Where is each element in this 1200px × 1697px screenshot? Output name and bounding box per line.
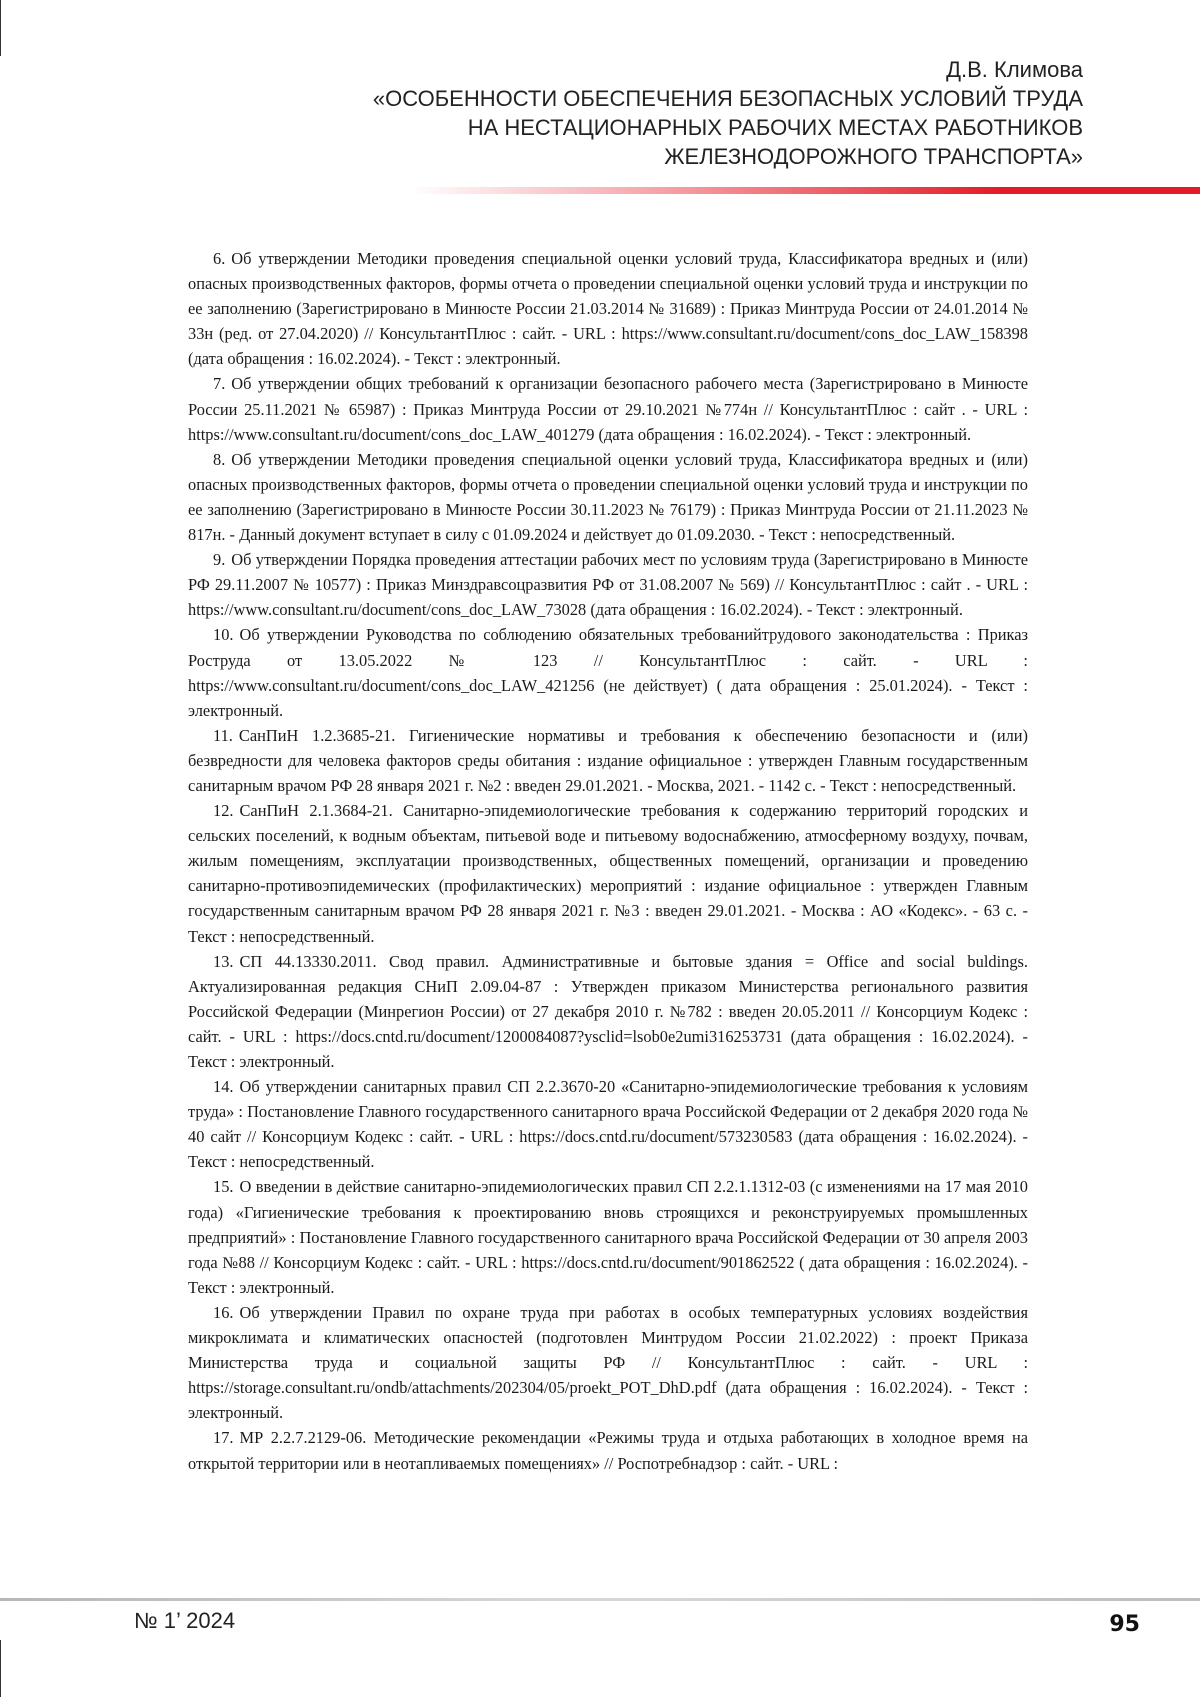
reference-item-9 bbox=[188, 547, 1028, 622]
reference-text: СП 44.13330.2011. Свод правил. Административные и бытовые здания = Office and social buldings. Актуализированная редакция СНиП 2.09.04-87 : Утвержден приказом Министерства регионального развития Российской Федерации (Минрегион России) от 27 декабря 2010 г. №782 : введен 20.05.2011 // Консорциум Кодекс : сайт. - URL : https://docs.cntd.ru/document/1200084087?ysclid=lsob0e2umi316253731 (дата обращения : 16.02.2024). - Текст : электронный. bbox=[188, 951, 1028, 1071]
reference-item-14 bbox=[188, 1074, 1028, 1174]
reference-item-12 bbox=[188, 798, 1028, 949]
reference-item-7 bbox=[188, 371, 1028, 446]
reference-text: Об утверждении Руководства по соблюдению обязательных требованийтрудового законодательства : Приказ Роструда от 13.05.2022 № 123 // КонсультантПлюс : сайт. - URL : https://www.consultant.ru/document/cons_doc_LAW_421256 (не действует) ( дата обращения : 25.01.2024). - Текст : электронный. bbox=[188, 625, 1028, 720]
crop-mark-bottom-left bbox=[0, 1640, 1, 1697]
reference-text: Об утверждении Методики проведения специальной оценки условий труда, Классификатора вредных и (или) опасных производственных факторов, формы отчета о проведении специальной оценки условий труда и инструкции по ее заполнению (Зарегистрировано в Минюсте России 30.11.2023 № 76179) : Приказ Минтруда России от 21.11.2023 № 817н. - Данный документ вступает в силу с 01.09.2024 и действует до 01.09.2030. - Текст : непосредственный. bbox=[188, 449, 1028, 545]
reference-item-8 bbox=[188, 447, 1028, 547]
page-number: 95 bbox=[1109, 1612, 1140, 1637]
header-author: Д.В. Климова bbox=[946, 57, 1083, 82]
reference-text: МР 2.2.7.2129-06. Методические рекомендации «Режимы труда и отдыха работающих в холодное время на открытой территории или в неотапливаемых помещениях» // Роспотребнадзор : сайт. - URL : bbox=[188, 1428, 1028, 1473]
reference-number: 13. bbox=[213, 951, 234, 971]
reference-item-6 bbox=[188, 246, 1028, 371]
reference-text: Об утверждении Методики проведения специальной оценки условий труда, Классификатора вредных и (или) опасных производственных факторов, формы отчета о проведении специальной оценки условий труда и инструкции по ее заполнению (Зарегистрировано в Минюсте России 21.03.2014 № 31689) : Приказ Минтруда России от 24.01.2014 № 33н (ред. от 27.04.2020) // КонсультантПлюс : сайт. - URL : https://www.consultant.ru/document/cons_doc_LAW_158398 (дата обращения : 16.02.2024). - Текст : электронный. bbox=[188, 249, 1028, 369]
reference-text: Об утверждении общих требований к организации безопасного рабочего места (Зарегистрировано в Минюсте России 25.11.2021 № 65987) : Приказ Минтруда России от 29.10.2021 №774н // КонсультантПлюс : сайт . - URL : https://www.consultant.ru/document/cons_doc_LAW_401279 (дата обращения : 16.02.2024). - Текст : электронный. bbox=[188, 374, 1028, 444]
reference-item-16 bbox=[188, 1300, 1028, 1425]
reference-number: 10. bbox=[213, 625, 234, 645]
reference-item-17 bbox=[188, 1425, 1028, 1475]
header-article-title: «ОСОБЕННОСТИ ОБЕСПЕЧЕНИЯ БЕЗОПАСНЫХ УСЛОВИЙ ТРУДА НА НЕСТАЦИОНАРНЫХ РАБОЧИХ МЕСТАХ РАБОТНИКОВ ЖЕЛЕЗНОДОРОЖНОГО ТРАНСПОРТА» bbox=[372, 86, 1083, 169]
reference-list bbox=[188, 246, 1028, 1476]
reference-text: Об утверждении Правил по охране труда при работах в особых температурных условиях воздействия микроклимата и климатических опасностей (подготовлен Минтрудом России 21.02.2022) : проект Приказа Министерства труда и социальной защиты РФ // КонсультантПлюс : сайт. - URL : https://storage.consultant.ru/ondb/attachments/202304/05/proekt_POT_DhD.pdf (дата обращения : 16.02.2024). - Текст : электронный. bbox=[188, 1302, 1028, 1423]
reference-text: О введении в действие санитарно-эпидемиологических правил СП 2.2.1.1312-03 (с изменениями на 17 мая 2010 года) «Гигиенические требования к проектированию вновь строящихся и реконструируемых промышленных предприятий» : Постановление Главного государственного санитарного врача Российской Федерации от 30 апреля 2003 года №88 // Консорциум Кодекс : сайт. - URL : https://docs.cntd.ru/document/901862522 ( дата обращения : 16.02.2024). - Текст : электронный. bbox=[188, 1177, 1028, 1297]
reference-number: 9. bbox=[213, 550, 226, 570]
reference-item-10 bbox=[188, 622, 1028, 722]
reference-item-15 bbox=[188, 1174, 1028, 1299]
reference-number: 12. bbox=[213, 801, 234, 821]
reference-number: 11. bbox=[213, 725, 233, 745]
running-header bbox=[323, 55, 1083, 171]
reference-number: 17. bbox=[213, 1428, 234, 1448]
reference-text: СанПиН 1.2.3685-21. Гигиенические нормативы и требования к обеспечению безопасности и (или) безвредности для человека факторов среды обитания : издание официальное : утвержден Главным государственным санитарным врачом РФ 28 января 2021 г. №2 : введен 29.01.2021. - Москва, 2021. - 1142 с. - Текст : непосредственный. bbox=[188, 725, 1028, 795]
reference-item-11 bbox=[188, 723, 1028, 798]
issue-number: № 1’ 2024 bbox=[134, 1608, 236, 1633]
reference-number: 16. bbox=[213, 1302, 234, 1322]
reference-item-13 bbox=[188, 949, 1028, 1074]
footer-rule bbox=[0, 1598, 1200, 1601]
crop-mark-top-left bbox=[0, 0, 1, 56]
reference-number: 6. bbox=[213, 249, 226, 268]
reference-number: 15. bbox=[213, 1177, 234, 1197]
reference-number: 14. bbox=[213, 1077, 234, 1097]
reference-text: Об утверждении Порядка проведения аттестации рабочих мест по условиям труда (Зарегистрировано в Минюсте РФ 29.11.2007 № 10577) : Приказ Минздравсоцразвития РФ от 31.08.2007 № 569) // КонсультантПлюс : сайт . - URL : https://www.consultant.ru/document/cons_doc_LAW_73028 (дата обращения : 16.02.2024). - Текст : электронный. bbox=[188, 550, 1028, 620]
reference-text: СанПиН 2.1.3684-21. Санитарно-эпидемиологические требования к содержанию территорий городских и сельских поселений, к водным объектам, питьевой воде и питьевому водоснабжению, атмосферному воздуху, почвам, жилым помещениям, эксплуатации производственных, общественных помещений, организации и проведению санитарно-противоэпидемических (профилактических) мероприятий : издание официальное : утвержден Главным государственным санитарным врачом РФ 28 января 2021 г. №3 : введен 29.01.2021. - Москва : АО «Кодекс». - 63 с. - Текст : непосредственный. bbox=[188, 801, 1028, 946]
header-accent-rule bbox=[410, 187, 1200, 194]
reference-number: 7. bbox=[213, 374, 226, 394]
reference-number: 8. bbox=[213, 449, 226, 469]
reference-text: Об утверждении санитарных правил СП 2.2.3670-20 «Санитарно-эпидемиологические требования к условиям труда» : Постановление Главного государственного санитарного врача Российской Федерации от 2 декабря 2020 года № 40 сайт // Консорциум Кодекс : сайт. - URL : https://docs.cntd.ru/document/573230583 (дата обращения : 16.02.2024). - Текст : непосредственный. bbox=[188, 1077, 1028, 1172]
